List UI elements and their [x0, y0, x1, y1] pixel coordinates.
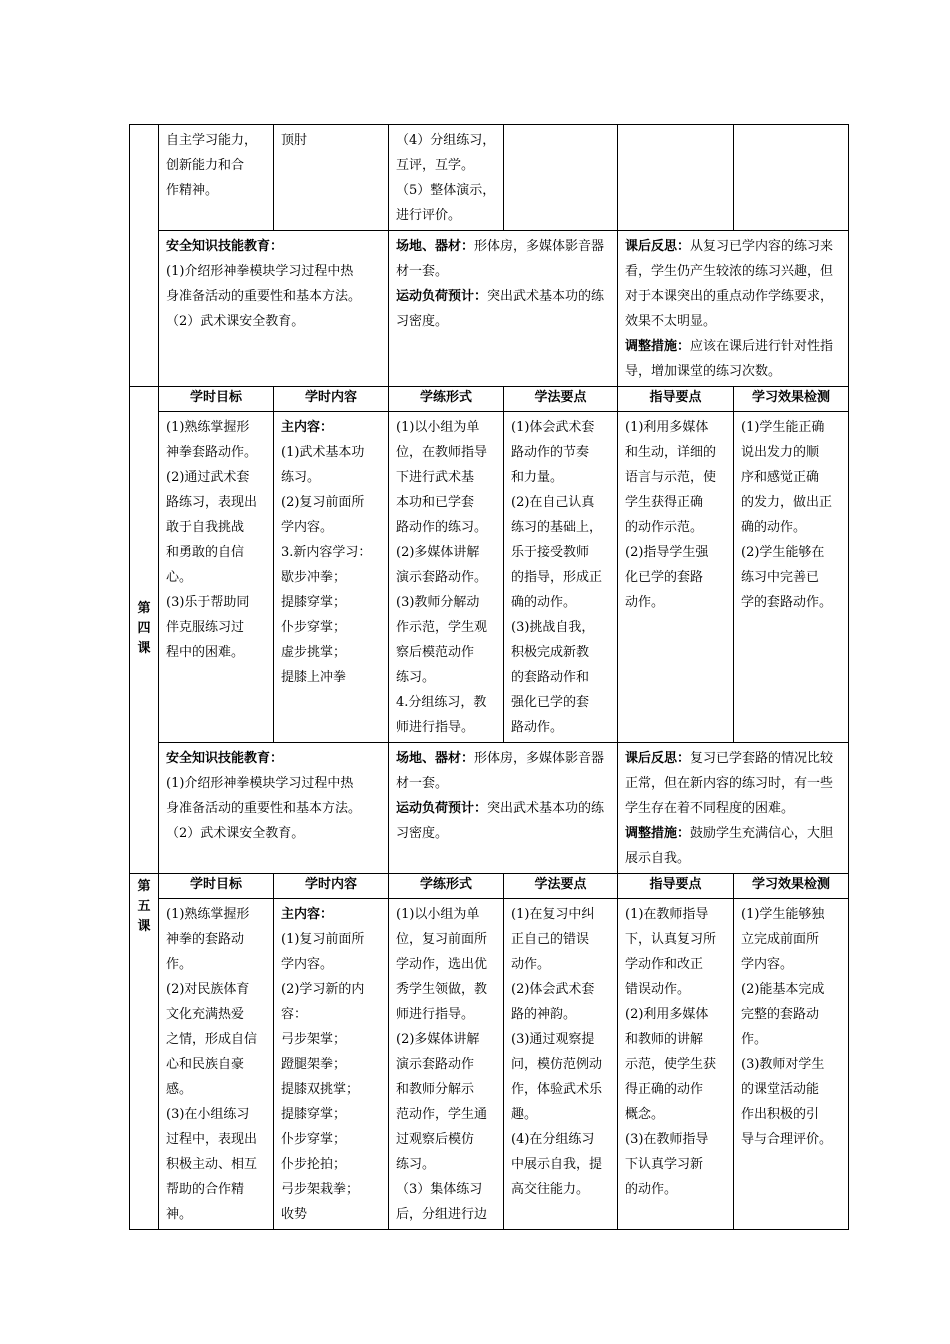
text-line: 路动作。 — [511, 720, 564, 735]
text-line: 中展示自我，提 — [511, 1157, 603, 1172]
text-line: 收势 — [281, 1207, 308, 1222]
text-line: 学的套路动作。 — [741, 595, 833, 610]
text-line: 敢于自我挑战 — [166, 520, 245, 535]
text-line: (2)学习新的内 — [281, 982, 365, 997]
lesson4-body-row — [130, 412, 849, 743]
text-line: 语言与示范，使 — [625, 470, 717, 485]
prev-method-cell — [504, 125, 618, 231]
text-line: (1)介绍形神拳模块学习过程中热 — [166, 776, 354, 791]
text-line: 程中的困难。 — [166, 645, 245, 660]
adjust-info: 调整措施：鼓励学生充满信心，大胆展示自我。 — [625, 826, 834, 866]
text-line: 仆步抡拍； — [281, 1157, 347, 1172]
text-line: 演示套路动作。 — [396, 570, 488, 585]
text-line: 和生动，详细的 — [625, 445, 717, 460]
lesson5-content-title: 主内容： — [281, 907, 334, 922]
text-line: 弓步架栽拳； — [281, 1182, 360, 1197]
text-line: 秀学生领做，教 — [396, 982, 488, 997]
text-line: (1)复习前面所 — [281, 932, 365, 947]
text-line: (2)多媒体讲解 — [396, 545, 480, 560]
text-line: 下认真学习新 — [625, 1157, 704, 1172]
text-line: 学内容。 — [281, 957, 334, 972]
text-line: (3)乐于帮助同 — [166, 595, 250, 610]
header-content: 学时内容 — [274, 387, 389, 412]
text-line: 心。 — [166, 570, 193, 585]
safety-lines — [166, 259, 382, 334]
lesson4-form-cell — [389, 412, 504, 743]
text-line: 神拳套路动作。 — [166, 445, 258, 460]
text-line: 和勇敢的自信 — [166, 545, 245, 560]
text-line: 过程中，表现出 — [166, 1132, 258, 1147]
text-line: 路练习，表现出 — [166, 495, 258, 510]
safety-row-1 — [130, 231, 849, 387]
text-line: (1)武术基本功 — [281, 445, 365, 460]
text-line: 感。 — [166, 1082, 193, 1097]
text-line: （4）分组练习， — [396, 133, 496, 148]
text-line: 学动作，选出优 — [396, 957, 488, 972]
text-line: 和教师分解示 — [396, 1082, 475, 1097]
text-line: 心和民族自豪 — [166, 1057, 245, 1072]
text-line: 的发力，做出正 — [741, 495, 833, 510]
text-line: 确的动作。 — [741, 520, 807, 535]
header-goals: 学时目标 — [159, 874, 274, 899]
prev-goals-cell — [159, 125, 274, 231]
reflection-info: 课后反思：复习已学套路的情况比较正常，但在新内容的练习时，有一些学生存在着不同程度的困难。 — [625, 751, 834, 816]
text-line: 正自己的错误 — [511, 932, 590, 947]
lesson5-check-cell — [734, 899, 849, 1230]
text-line: 化已学的套路 — [625, 570, 704, 585]
text-line: 身准备活动的重要性和基本方法。 — [166, 289, 362, 304]
text-line: (1)以小组为单 — [396, 420, 480, 435]
lesson5-content-cell — [274, 899, 389, 1230]
text-line: (3)挑战自我， — [511, 620, 595, 635]
text-line: 互评，互学。 — [396, 158, 475, 173]
text-line: 蹬腿架拳； — [281, 1057, 347, 1072]
text-line: 位，复习前面所 — [396, 932, 488, 947]
text-line: 的指导，形成正 — [511, 570, 603, 585]
text-line: (1)体会武术套 — [511, 420, 595, 435]
lesson5-header-row — [130, 874, 849, 899]
text-line: 练习中完善已 — [741, 570, 820, 585]
text-line: 问，模仿范例动 — [511, 1057, 603, 1072]
lesson5-label-cell — [130, 874, 159, 1230]
text-line: 下进行武术基 — [396, 470, 475, 485]
text-line: (2)指导学生强 — [625, 545, 709, 560]
text-line: (3)教师对学生 — [741, 1057, 825, 1072]
text-line: （2）武术课安全教育。 — [166, 314, 305, 329]
lesson-plan-table — [129, 124, 849, 1230]
text-line: (1)熟练掌握形 — [166, 907, 250, 922]
reflection-cell-2 — [618, 743, 849, 874]
text-line: (1)以小组为单 — [396, 907, 480, 922]
header-method: 学法要点 — [504, 387, 618, 412]
text-line: (2)对民族体育 — [166, 982, 250, 997]
lesson4-content-cell — [274, 412, 389, 743]
text-line: 提膝双挑掌； — [281, 1082, 360, 1097]
safety-lines — [166, 771, 382, 846]
text-line: 动作。 — [625, 595, 665, 610]
text-line: 积极主动、相互 — [166, 1157, 258, 1172]
text-line: 错误动作。 — [625, 982, 691, 997]
text-line: 顶肘 — [281, 133, 308, 148]
text-line: 作，体验武术乐 — [511, 1082, 603, 1097]
text-line: (1)利用多媒体 — [625, 420, 709, 435]
safety-cell-1 — [159, 231, 389, 387]
text-line: 4.分组练习，教 — [396, 695, 487, 710]
lesson5-guide-cell — [618, 899, 734, 1230]
header-check: 学习效果检测 — [734, 387, 849, 412]
text-line: 练习的基础上， — [511, 520, 603, 535]
text-line: 强化已学的套 — [511, 695, 590, 710]
text-line: (1)学生能正确 — [741, 420, 825, 435]
text-line: 示范，使学生获 — [625, 1057, 717, 1072]
text-line: 之情，形成自信 — [166, 1032, 258, 1047]
lesson5-label: 第五课 — [137, 879, 151, 934]
text-line: 学生获得正确 — [625, 495, 704, 510]
adjust-info: 调整措施：应该在课后进行针对性指导，增加课堂的练习次数。 — [625, 339, 834, 379]
text-line: 完整的套路动 — [741, 1007, 820, 1022]
text-line: 得正确的动作 — [625, 1082, 704, 1097]
prev-guide-cell — [618, 125, 734, 231]
header-method: 学法要点 — [504, 874, 618, 899]
text-line: 虚步挑掌； — [281, 645, 347, 660]
text-line: 提膝上冲拳 — [281, 670, 347, 685]
text-line: 位，在教师指导 — [396, 445, 488, 460]
lesson4-method-cell — [504, 412, 618, 743]
text-line: 身准备活动的重要性和基本方法。 — [166, 801, 362, 816]
text-line: (4)在分组练习 — [511, 1132, 595, 1147]
load-info: 运动负荷预计：突出武术基本功的练习密度。 — [396, 289, 605, 329]
text-line: 作示范，学生观 — [396, 620, 488, 635]
text-line: （3）集体练习 — [396, 1182, 483, 1197]
lesson4-guide-cell — [618, 412, 734, 743]
text-line: (3)在教师指导 — [625, 1132, 709, 1147]
text-line: 作精神。 — [166, 183, 219, 198]
venue-info: 场地、器材：形体房，多媒体影音器材一套。 — [396, 239, 605, 279]
text-line: (2)在自己认真 — [511, 495, 595, 510]
reflection-cell-1 — [618, 231, 849, 387]
text-line: 师进行指导。 — [396, 720, 475, 735]
venue-load-cell-2 — [389, 743, 618, 874]
prev-check-cell — [734, 125, 849, 231]
text-line: (2)体会武术套 — [511, 982, 595, 997]
header-guide: 指导要点 — [618, 874, 734, 899]
text-line: 乐于接受教师 — [511, 545, 590, 560]
lesson4-header-row — [130, 387, 849, 412]
lesson4-goals-cell — [159, 412, 274, 743]
text-line: (1)在教师指导 — [625, 907, 709, 922]
text-line: 的课堂活动能 — [741, 1082, 820, 1097]
text-line: 下，认真复习所 — [625, 932, 717, 947]
text-line: 后，分组进行边 — [396, 1207, 488, 1222]
text-line: 立完成前面所 — [741, 932, 820, 947]
text-line: 练习。 — [281, 470, 321, 485]
lesson5-body-row — [130, 899, 849, 1230]
safety-cell-2 — [159, 743, 389, 874]
text-line: 范动作，学生通 — [396, 1107, 488, 1122]
venue-info: 场地、器材：形体房，多媒体影音器材一套。 — [396, 751, 605, 791]
text-line: (2)复习前面所 — [281, 495, 365, 510]
text-line: (1)在复习中纠 — [511, 907, 595, 922]
text-line: (2)通过武术套 — [166, 470, 250, 485]
text-line: 仆步穿掌； — [281, 620, 347, 635]
text-line: 帮助的合作精 — [166, 1182, 245, 1197]
lesson5-method-cell — [504, 899, 618, 1230]
header-check: 学习效果检测 — [734, 874, 849, 899]
text-line: (2)多媒体讲解 — [396, 1032, 480, 1047]
prev-form-cell — [389, 125, 504, 231]
text-line: (3)通过观察提 — [511, 1032, 595, 1047]
venue-load-cell-1 — [389, 231, 618, 387]
safety-title: 安全知识技能教育： — [166, 239, 284, 254]
text-line: 自主学习能力， — [166, 133, 258, 148]
text-line: 路动作的节奏 — [511, 445, 590, 460]
text-line: (3)在小组练习 — [166, 1107, 250, 1122]
text-line: 提膝穿掌； — [281, 595, 347, 610]
header-guide: 指导要点 — [618, 387, 734, 412]
text-line: 文化充满热爱 — [166, 1007, 245, 1022]
text-line: 和力量。 — [511, 470, 564, 485]
text-line: （5）整体演示， — [396, 183, 496, 198]
text-line: 神。 — [166, 1207, 193, 1222]
text-line: 序和感觉正确 — [741, 470, 820, 485]
text-line: (2)能基本完成 — [741, 982, 825, 997]
lesson5-goals-cell — [159, 899, 274, 1230]
text-line: 作。 — [166, 957, 193, 972]
text-line: 的套路动作和 — [511, 670, 590, 685]
header-form: 学练形式 — [389, 874, 504, 899]
text-line: 作。 — [741, 1032, 768, 1047]
text-line: 确的动作。 — [511, 595, 577, 610]
text-line: 提膝穿掌； — [281, 1107, 347, 1122]
text-line: 过观察后模仿 — [396, 1132, 475, 1147]
text-line: 演示套路动作 — [396, 1057, 475, 1072]
text-line: 说出发力的顺 — [741, 445, 820, 460]
text-line: 动作。 — [511, 957, 551, 972]
text-line: 导与合理评价。 — [741, 1132, 833, 1147]
text-line: 创新能力和合 — [166, 158, 245, 173]
safety-row-2 — [130, 743, 849, 874]
lesson4-label: 第四课 — [137, 601, 151, 656]
text-line: (3)教师分解动 — [396, 595, 480, 610]
text-line: 路的神韵。 — [511, 1007, 577, 1022]
text-line: 学内容。 — [281, 520, 334, 535]
text-line: (1)学生能够独 — [741, 907, 825, 922]
text-line: (1)熟练掌握形 — [166, 420, 250, 435]
header-form: 学练形式 — [389, 387, 504, 412]
text-line: (1)介绍形神拳模块学习过程中热 — [166, 264, 354, 279]
lesson5-form-cell — [389, 899, 504, 1230]
text-line: 作出积极的引 — [741, 1107, 820, 1122]
text-line: 歇步冲拳； — [281, 570, 347, 585]
text-line: 进行评价。 — [396, 208, 462, 223]
text-line: 弓步架掌； — [281, 1032, 347, 1047]
load-info: 运动负荷预计：突出武术基本功的练习密度。 — [396, 801, 605, 841]
text-line: 积极完成新教 — [511, 645, 590, 660]
text-line: 路动作的练习。 — [396, 520, 488, 535]
header-content: 学时内容 — [274, 874, 389, 899]
text-line: （2）武术课安全教育。 — [166, 826, 305, 841]
text-line: 的动作示范。 — [625, 520, 704, 535]
text-line: 师进行指导。 — [396, 1007, 475, 1022]
prev-lesson-tail-row — [130, 125, 849, 231]
lesson4-label-cell — [130, 387, 159, 874]
text-line: 容： — [281, 1007, 308, 1022]
text-line: 概念。 — [625, 1107, 665, 1122]
text-line: 察后模范动作 — [396, 645, 475, 660]
text-line: 伴克服练习过 — [166, 620, 245, 635]
text-line: 学内容。 — [741, 957, 794, 972]
prev-content-cell — [274, 125, 389, 231]
lesson4-check-cell — [734, 412, 849, 743]
text-line: 学动作和改正 — [625, 957, 704, 972]
text-line: (2)利用多媒体 — [625, 1007, 709, 1022]
header-goals: 学时目标 — [159, 387, 274, 412]
text-line: 3.新内容学习： — [281, 545, 372, 560]
prev-lesson-label-cell — [130, 125, 159, 387]
text-line: 高交往能力。 — [511, 1182, 590, 1197]
text-line: 和教师的讲解 — [625, 1032, 704, 1047]
text-line: 练习。 — [396, 670, 436, 685]
text-line: 的动作。 — [625, 1182, 678, 1197]
lesson4-content-title: 主内容： — [281, 420, 334, 435]
text-line: 本功和已学套 — [396, 495, 475, 510]
text-line: (2)学生能够在 — [741, 545, 825, 560]
text-line: 仆步穿掌； — [281, 1132, 347, 1147]
text-line: 练习。 — [396, 1157, 436, 1172]
safety-title: 安全知识技能教育： — [166, 751, 284, 766]
reflection-info: 课后反思：从复习已学内容的练习来看，学生仍产生较浓的练习兴趣，但对于本课突出的重点动作学练要求，效果不太明显。 — [625, 239, 834, 329]
text-line: 神拳的套路动 — [166, 932, 245, 947]
text-line: 趣。 — [511, 1107, 538, 1122]
